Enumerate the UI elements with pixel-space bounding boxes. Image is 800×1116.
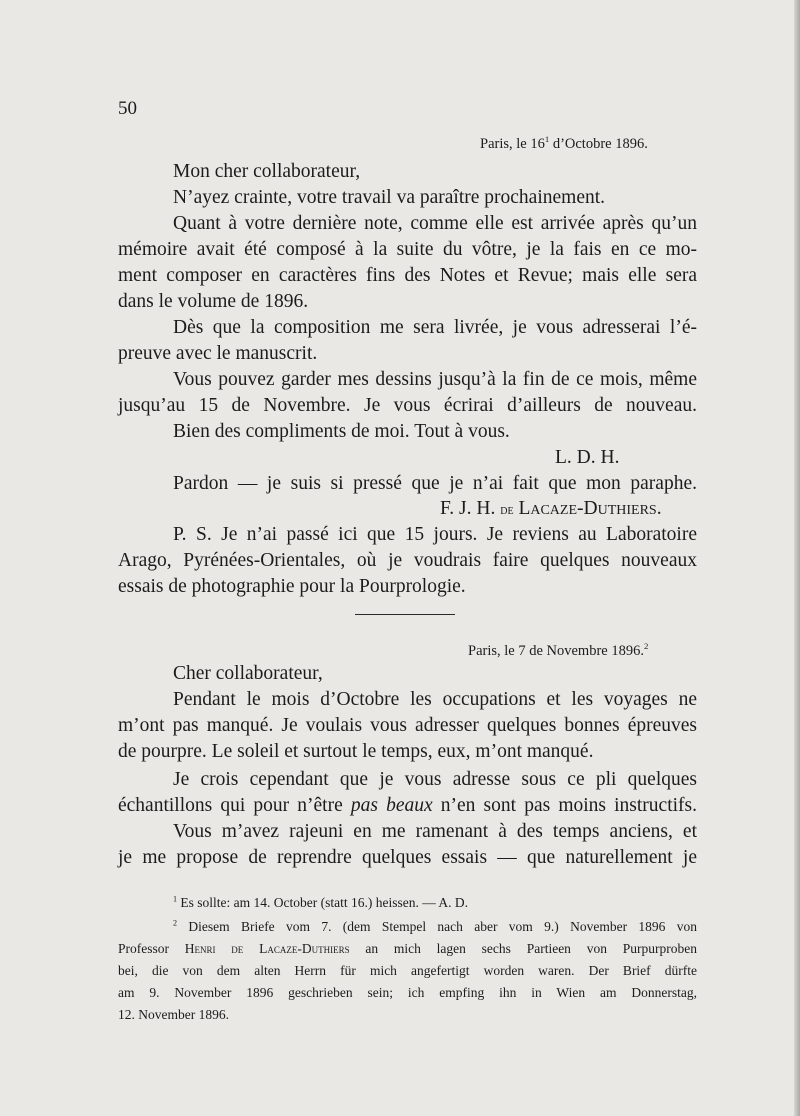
letter2-line-2: m’ont pas manqué. Je voulais vous adresser quelques bonnes épreuves [118,715,697,736]
letter2-salutation: Cher collaborateur, [173,663,323,684]
letter1-line-8: Vous pouvez garder mes dessins jusqu’à la fin de ce mois, même [173,369,697,390]
letter1-dateline-post: d’Octobre 1896. [549,136,648,152]
letter1-dateline [480,132,648,156]
footnote-2-line-1-text: Diesem Briefe vom 7. (dem Stempel nach aber vom 9.) November 1896 von [177,919,697,934]
footnote-2-line-2-pre: Professor [118,941,185,956]
letter1-initials: L. D. H. [555,447,620,468]
letter1-dateline-pre: Paris, le 16 [480,136,545,152]
letter2-line-6: Vous m’avez rajeuni en me ramenant à des temps anciens, et [173,821,697,842]
letter2-line-4: Je crois cependant que je vous adresse sous ce pli quelques [173,769,697,790]
ps-line-2: Arago, Pyrénées-Orientales, où je voudrais faire quelques nouveaux [118,550,697,571]
footnote-1-mark: 1 [173,894,178,904]
letter1-line-3: mémoire avait été composé à la suite du vôtre, je la fais en ce mo- [118,239,697,260]
footnote-2-line-3: bei, die von dem alten Herrn für mich angefertigt worden waren. Der Brief dürfte [118,963,697,978]
letter1-line-4: ment composer en caractères fins des Notes et Revue; mais elle sera [118,265,697,286]
page-edge [794,0,800,1116]
letter2-dateline [468,639,648,663]
signature-de: de [500,503,514,518]
ps-line-1: P. S. Je n’ai passé ici que 15 jours. Je reviens au Laboratoire [173,524,697,545]
letter2-line-3: de pourpre. Le soleil et surtout le temps, eux, m’ont manqué. [118,741,594,762]
footnote-2-line-2 [118,937,697,961]
letter1-salutation: Mon cher collaborateur, [173,161,361,182]
footnote-2-mark: 2 [173,918,178,928]
signature-name: Lacaze-Duthiers. [513,498,662,519]
footnote-1 [173,891,468,915]
letter1-line-6: Dès que la composition me sera livrée, je vous adresserai l’é- [173,317,697,338]
letter2-line-1: Pendant le mois d’Octobre les occupations et les voyages ne [173,689,697,710]
letter2-dateline-pre: Paris, le 7 de Novembre 1896. [468,643,644,659]
letter1-line-2: Quant à votre dernière note, comme elle est arrivée après qu’un [173,213,697,234]
signature-pre: F. J. H. [440,498,501,519]
footnote-2-name: Henri de Lacaze-Duthiers [184,941,350,956]
letter1-pardon: Pardon — je suis si pressé que je n’ai fait que mon paraphe. [173,473,697,494]
letter1-line-1: N’ayez crainte, votre travail va paraître prochainement. [173,187,606,208]
page-number: 50 [118,98,137,119]
ps-line-3: essais de photographie pour la Pourprologie. [118,576,466,597]
footnote-2-line-5: 12. November 1896. [118,1007,229,1022]
letter2-line-5-pre: échantillons qui pour n’être [118,795,351,816]
footnote-2-line-1 [173,915,697,939]
letter2-line-7: je me propose de reprendre quelques essais — que naturellement je [118,847,697,868]
footnote-ref-1: 1 [544,134,550,145]
footnote-2-line-4: am 9. November 1896 geschrieben sein; ich empfing ihn in Wien am Donnerstag, [118,985,697,1000]
letter1-line-9: jusqu’au 15 de Novembre. Je vous écrirai d’ailleurs de nouveau. [118,395,697,416]
footnote-1-text: Es sollte: am 14. October (statt 16.) heissen. — A. D. [177,895,469,910]
letter2-line-5-emphasis: pas beaux [350,795,433,816]
letter2-line-5 [118,794,697,818]
footnote-2-line-2-post: an mich lagen sechs Partieen von Purpurproben [349,941,697,956]
letter1-line-5: dans le volume de 1896. [118,291,309,312]
letter1-line-7: preuve avec le manuscrit. [118,343,318,364]
letter2-line-5-post: n’en sont pas moins instructifs. [432,795,697,816]
letter1-line-10: Bien des compliments de moi. Tout à vous. [173,421,510,442]
letter1-signature [440,497,662,523]
section-divider [355,614,455,615]
footnote-ref-2: 2 [643,641,649,652]
